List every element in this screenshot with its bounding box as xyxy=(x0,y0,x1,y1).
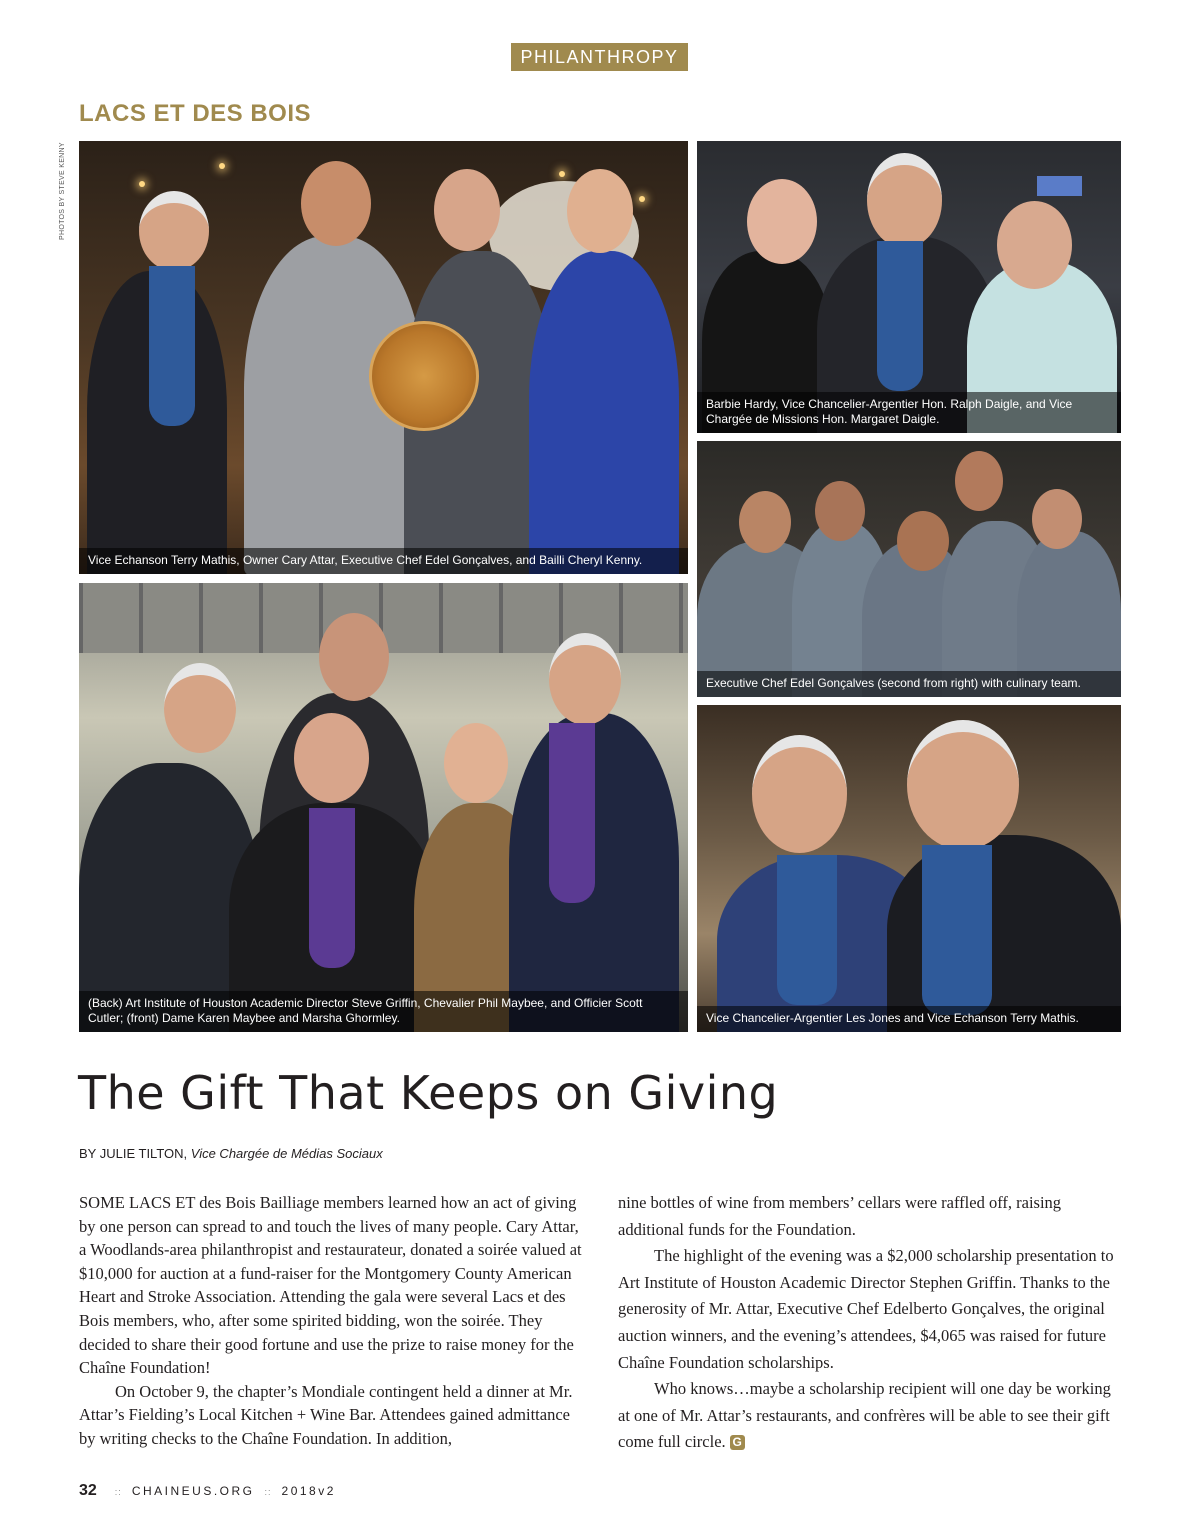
article-paragraph-last xyxy=(618,1376,1123,1456)
photo-caption: Barbie Hardy, Vice Chancelier-Argentier Hon. Ralph Daigle, and Vice Chargée de Missions Hon. Margaret Daigle. xyxy=(697,392,1121,433)
chapter-heading: LACS ET DES BOIS xyxy=(79,100,312,127)
end-mark-icon: G xyxy=(730,1435,745,1450)
photo-caption: (Back) Art Institute of Houston Academic Director Steve Griffin, Chevalier Phil Maybee, and Officier Scott Cutler; (front) Dame Karen Maybee and Marsha Ghormley. xyxy=(79,991,688,1032)
photo-culinary-team xyxy=(697,441,1121,697)
photo-trio xyxy=(697,141,1121,433)
section-tag: PHILANTHROPY xyxy=(511,43,688,71)
article-column-right xyxy=(618,1190,1123,1456)
photo-caption: Vice Echanson Terry Mathis, Owner Cary Attar, Executive Chef Edel Gonçalves, and Bailli Cheryl Kenny. xyxy=(79,548,688,574)
footer-separator: :: xyxy=(114,1487,122,1497)
footer-issue: 2018v2 xyxy=(281,1484,336,1498)
photo-scene xyxy=(697,141,1121,433)
article-title: The Gift That Keeps on Giving xyxy=(78,1066,779,1120)
article-paragraph: nine bottles of wine from members’ cellars were raffled off, raising additional funds for the Foundation. xyxy=(618,1193,1062,1239)
photo-plate-presentation xyxy=(79,141,688,574)
photo-group-five xyxy=(79,583,688,1032)
photo-scene xyxy=(79,583,688,1032)
page-number: 32 xyxy=(79,1482,97,1499)
photo-scene xyxy=(79,141,688,574)
article-paragraph: The highlight of the evening was a $2,000 scholarship presentation to Art Institute of Houston Academic Director Stephen Griffin. Thanks to the generosity of Mr. Attar, Executive Chef Edelberto Gonçalves, the original auction winners, and the evening’s attendees, $4,065 was raised for future Chaîne Foundation scholarships. xyxy=(618,1246,1114,1372)
article-paragraph-text: Who knows…maybe a scholarship recipient will one day be working at one of Mr. Attar’s restaurants, and confrères will be able to see their gift come full circle. xyxy=(618,1379,1111,1452)
article-paragraph: On October 9, the chapter’s Mondiale contingent held a dinner at Mr. Attar’s Fielding’s Local Kitchen + Wine Bar. Attendees gained admittance by writing checks to the Chaîne Foundation. In addition, xyxy=(79,1381,573,1448)
footer-separator: :: xyxy=(264,1487,272,1497)
photo-two-men xyxy=(697,705,1121,1032)
photo-caption: Vice Chancelier-Argentier Les Jones and Vice Echanson Terry Mathis. xyxy=(697,1006,1121,1032)
byline-author: BY JULIE TILTON, xyxy=(79,1146,188,1161)
article-paragraph: SOME LACS ET des Bois Bailliage members learned how an act of giving by one person can spread to and touch the lives of many people. Cary Attar, a Woodlands-area philanthropist and restaurateur, donated a soirée valued at $10,000 for auction at a fund-raiser for the Montgomery County American Heart and Stroke Association. Attending the gala were several Lacs et des Bois members, who, after some spirited bidding, won the soirée. They decided to share their good fortune and use the prize to raise money for the Chaîne Foundation! xyxy=(79,1193,582,1378)
photo-caption: Executive Chef Edel Gonçalves (second from right) with culinary team. xyxy=(697,671,1121,697)
footer-site: CHAINEUS.ORG xyxy=(131,1484,255,1498)
photo-scene xyxy=(697,705,1121,1032)
photo-credit: PHOTOS BY STEVE KENNY xyxy=(59,142,66,240)
page-footer xyxy=(79,1482,336,1500)
article-column-left xyxy=(79,1191,584,1451)
byline xyxy=(79,1146,383,1161)
photo-scene xyxy=(697,441,1121,697)
byline-role: Vice Chargée de Médias Sociaux xyxy=(190,1146,383,1161)
